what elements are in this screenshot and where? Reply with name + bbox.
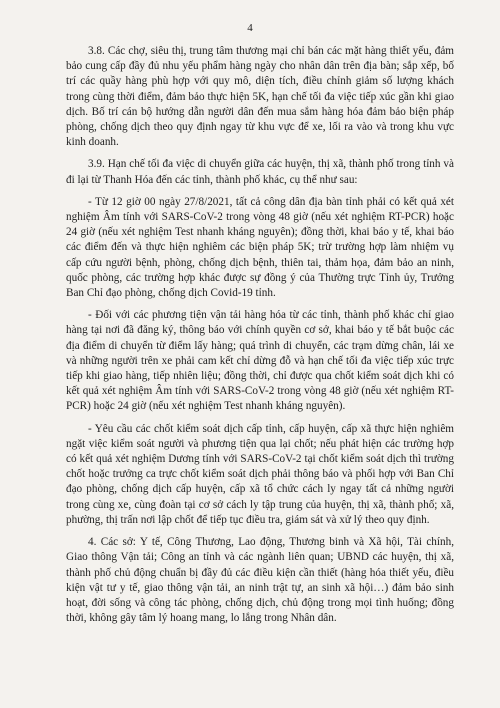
paragraph-3-9: 3.9. Hạn chế tối đa việc di chuyển giữa các huyện, thị xã, thành phố trong tỉnh và đi lại từ Thanh Hóa đến các tỉnh, thành phố khác, cụ thể như sau: <box>66 158 454 186</box>
paragraph-4: 4. Các sở: Y tế, Công Thương, Lao động, Thương binh và Xã hội, Tài chính, Giao thông Vận tải; Công an tỉnh và các ngành liên quan; UBND các huyện, thị xã, thành phố chủ động chuẩn bị đầy đủ các điều kiện cần thiết (hàng hóa thiết yếu, điều kiện vật tư y tế, giao thông vận tải, an ninh trật tự, an sinh xã hội…) đảm bảo sinh hoạt, đời sống và công tác phòng, chống dịch, chủ động trong mọi tình huống; đồng thời, không gây tâm lý hoang mang, lo lắng trong Nhân dân. <box>66 536 454 625</box>
paragraph-3-9-item-3: - Yêu cầu các chốt kiểm soát dịch cấp tỉnh, cấp huyện, cấp xã thực hiện nghiêm ngặt việc kiểm soát người và phương tiện qua lại chốt; nếu phát hiện các trường hợp có kết quả xét nghiệm Dương tính với SARS-CoV-2 tại chốt kiểm soát dịch thì trường chốt hoặc trưởng ca trực chốt kiểm soát dịch phải thông báo và phối hợp với Ban Chỉ đạo phòng, chống dịch cấp huyện, cấp xã tổ chức cách ly ngay tất cả những người trong cùng xe, cùng đoàn tại cơ sở cách ly tập trung của huyện, thị xã, thành phố; xã, phường, thị trấn nơi lập chốt để tiếp tục điều tra, giám sát và xử lý theo quy định. <box>66 422 454 526</box>
paragraph-3-9-item-1: - Từ 12 giờ 00 ngày 27/8/2021, tất cả công dân địa bàn tỉnh phải có kết quả xét nghiệm Âm tính với SARS-CoV-2 trong vòng 48 giờ (nếu xét nghiệm RT-PCR) hoặc 24 giờ (nếu xét nghiệm Test nhanh kháng nguyên); đồng thời, khai báo y tế, khai báo các điểm đến và thực hiện nghiêm các biện pháp 5K; trừ trường hợp làm nhiệm vụ cấp cứu người bệnh, phòng, chống dịch bệnh, thiên tai, thảm họa, đảm bảo an ninh, quốc phòng, các trường hợp khác được sự đồng ý của Thường trực Tỉnh ủy, Trưởng Ban Chỉ đạo phòng, chống dịch Covid-19 tỉnh. <box>66 195 454 300</box>
paragraph-3-9-item-2: - Đối với các phương tiện vận tải hàng hóa từ các tỉnh, thành phố khác chỉ giao hàng tại nơi đã đăng ký, thông báo với chính quyền cơ sở, khai báo y tế bắt buộc các địa điểm di chuyển từ điểm lấy hàng; quá trình di chuyển, các trạm dừng chân, lái xe và những người trên xe phải cam kết chỉ dừng đỗ và hạn chế tối đa việc tiếp xúc trực tiếp khi giao hàng, tiếp nhiên liệu; đồng thời, chỉ được qua chốt kiểm soát dịch khi có kết quả xét nghiệm Âm tính với SARS-CoV-2 trong vòng 48 giờ (nếu xét nghiệm RT-PCR) hoặc 24 giờ (nếu xét nghiệm Test nhanh kháng nguyên). <box>66 309 454 413</box>
paragraph-3-8: 3.8. Các chợ, siêu thị, trung tâm thương mại chỉ bán các mặt hàng thiết yếu, đảm bảo cung cấp đầy đủ nhu yếu phẩm hàng ngày cho nhân dân trên địa bàn; sắp xếp, bố trí các quầy hàng phù hợp với quy mô, diện tích, điều chỉnh giảm số lượng khách trong cùng thời điểm, đảm bảo thực hiện 5K, hạn chế tối đa việc tiếp xúc gần khi giao dịch. Bố trí cán bộ hướng dẫn người dân đến mua sắm hàng hóa đảm bảo biện pháp phòng, chống dịch theo quy định ngay từ khu vực để xe, lối ra vào và trong khu vực kinh doanh. <box>66 45 454 149</box>
page-number: 4 <box>247 22 253 34</box>
